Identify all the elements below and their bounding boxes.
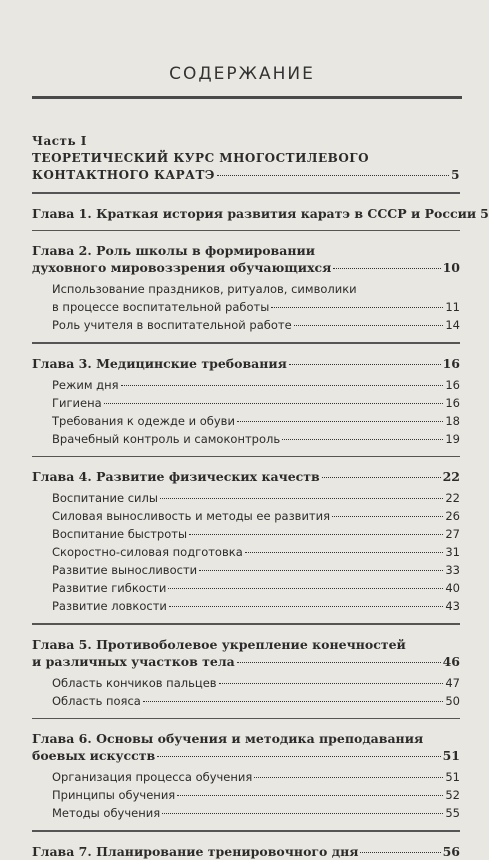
page-number: 11 xyxy=(445,300,460,314)
chapter-entry xyxy=(32,355,460,372)
section-entry-text: Принципы обучения xyxy=(52,788,176,802)
chapter-entry xyxy=(32,843,460,860)
page-number: 10 xyxy=(442,260,460,275)
leader-dots xyxy=(245,552,444,553)
chapter-entry xyxy=(32,468,460,485)
section-entry-text: Врачебный контроль и самоконтроль xyxy=(52,431,281,446)
page-number: 46 xyxy=(442,653,460,669)
section-entry-text: Роль учителя в воспитательной работе xyxy=(52,318,292,332)
leader-dots xyxy=(237,662,441,663)
section-entry-text: в процессе воспитательной работы xyxy=(52,300,270,314)
section-entry-row xyxy=(52,489,460,507)
chapter-entry-line: Глава 6. Основы обучения и методика преподавания xyxy=(32,731,424,746)
chapter-divider xyxy=(32,830,460,832)
page-number: 33 xyxy=(445,563,460,577)
section-entry xyxy=(32,597,460,615)
section-entry xyxy=(32,525,460,543)
page-number: 43 xyxy=(445,599,460,613)
chapter-entry xyxy=(32,730,460,764)
section-entry-row xyxy=(52,543,460,561)
chapter-entry-row xyxy=(32,747,460,764)
page-number: 18 xyxy=(445,413,460,428)
leader-dots xyxy=(169,606,443,607)
section-entry-text: Организация процесса обучения xyxy=(52,770,253,784)
section-entry xyxy=(32,543,460,561)
page-number: 40 xyxy=(445,581,460,595)
section-entry-text: Воспитание быстроты xyxy=(52,527,188,541)
chapter-entry-row xyxy=(32,468,460,485)
page-number: 5 xyxy=(480,205,489,221)
page-number: 19 xyxy=(445,431,460,446)
leader-dots xyxy=(121,385,444,386)
section-entry-row xyxy=(52,579,460,597)
page-number: 26 xyxy=(445,509,460,523)
leader-dots xyxy=(282,439,443,440)
page-number: 47 xyxy=(445,675,460,690)
table-of-contents xyxy=(32,133,489,860)
section-entry-row xyxy=(52,597,460,615)
chapter-entry-text: боевых искусств xyxy=(32,748,156,763)
chapter-entry-row xyxy=(32,653,460,670)
part-title xyxy=(32,150,460,184)
leader-dots xyxy=(237,421,443,422)
chapter-entry-row xyxy=(32,355,460,372)
leader-dots xyxy=(360,852,440,853)
section-entry xyxy=(32,692,460,710)
section-entry-row xyxy=(52,561,460,579)
chapter-entry-text: Глава 7. Планирование тренировочного дня xyxy=(32,843,359,859)
section-entry xyxy=(32,376,460,394)
page-number: 16 xyxy=(445,377,460,392)
section-entry xyxy=(32,316,460,334)
leader-dots xyxy=(177,795,443,796)
section-entry-text: Силовая выносливость и методы ее развития xyxy=(52,509,331,523)
part-title-row xyxy=(32,167,460,184)
chapter-entry xyxy=(32,242,460,276)
leader-dots xyxy=(157,756,440,757)
leader-dots xyxy=(199,570,443,571)
section-entry-text: Воспитание силы xyxy=(52,491,158,505)
section-entry-text: Развитие ловкости xyxy=(52,599,167,613)
part-label xyxy=(32,133,460,150)
section-entry xyxy=(32,430,460,448)
page-number: 22 xyxy=(442,469,460,484)
section-entry xyxy=(32,579,460,597)
heading-rule xyxy=(32,96,462,99)
section-entry-row xyxy=(52,298,460,316)
leader-dots xyxy=(333,268,440,269)
leader-dots xyxy=(271,307,443,308)
section-entry-text: Гигиена xyxy=(52,395,102,410)
leader-dots xyxy=(143,701,444,702)
page-title: СОДЕРЖАНИЕ xyxy=(169,64,315,84)
page-number: 14 xyxy=(445,318,460,332)
leader-dots xyxy=(254,777,443,778)
leader-dots xyxy=(189,534,443,535)
section-entry-row xyxy=(52,412,460,430)
section-entry-row xyxy=(52,525,460,543)
section-entry xyxy=(32,786,460,804)
part-title-line: ТЕОРЕТИЧЕСКИЙ КУРС МНОГОСТИЛЕВОГО xyxy=(32,151,370,165)
page-number: 56 xyxy=(442,843,460,859)
leader-dots xyxy=(294,325,444,326)
page-number: 16 xyxy=(445,395,460,410)
chapter-entry-text: Глава 3. Медицинские требования xyxy=(32,355,287,371)
section-entry xyxy=(32,804,460,822)
leader-dots xyxy=(219,683,444,684)
chapter-entry-text: и различных участков тела xyxy=(32,653,235,669)
chapter-entry xyxy=(32,636,460,670)
section-entry-text: Развитие выносливости xyxy=(52,563,198,577)
section-entry xyxy=(32,412,460,430)
part-title-text: КОНТАКТНОГО КАРАТЭ xyxy=(32,168,215,182)
chapter-divider xyxy=(32,623,460,625)
leader-dots xyxy=(104,403,444,404)
leader-dots xyxy=(160,498,443,499)
page-number: 5 xyxy=(451,168,460,182)
section-entry-row xyxy=(52,768,460,786)
section-entry-text: Область кончиков пальцев xyxy=(52,675,217,690)
section-entry-text: Методы обучения xyxy=(52,806,161,820)
section-entry-row xyxy=(52,674,460,692)
section-entry xyxy=(32,507,460,525)
chapter-divider xyxy=(32,718,460,720)
section-entry xyxy=(32,561,460,579)
part-label-text: Часть I xyxy=(32,134,87,148)
section-entry xyxy=(32,280,460,316)
leader-dots xyxy=(168,588,443,589)
section-entry-text: Развитие гибкости xyxy=(52,581,167,595)
leader-dots xyxy=(162,813,443,814)
chapter-entry-text: Глава 1. Краткая история развития каратэ в СССР и России xyxy=(32,205,477,221)
section-entry-text: Требования к одежде и обуви xyxy=(52,413,235,428)
chapter-divider xyxy=(32,230,460,232)
page-number: 27 xyxy=(445,527,460,541)
chapter-entry-text: Глава 4. Развитие физических качеств xyxy=(32,469,320,484)
chapter-entry-row xyxy=(32,843,460,860)
page-number: 22 xyxy=(445,491,460,505)
chapter-divider xyxy=(32,456,460,458)
page-number: 52 xyxy=(445,788,460,802)
section-entry-text: Область пояса xyxy=(52,693,141,708)
chapter-entry-line: Глава 5. Противоболевое укрепление конечностей xyxy=(32,636,406,652)
page-number: 51 xyxy=(442,748,460,763)
section-entry-text: Режим дня xyxy=(52,377,119,392)
chapter-entry-line: Глава 2. Роль школы в формировании xyxy=(32,243,316,258)
chapter-divider xyxy=(32,192,460,194)
section-entry xyxy=(32,394,460,412)
chapter-entry-text: духовного мировоззрения обучающихся xyxy=(32,260,332,275)
section-entry-row xyxy=(52,692,460,710)
chapter-entry xyxy=(32,205,489,222)
leader-dots xyxy=(322,477,441,478)
section-entry-row xyxy=(52,804,460,822)
section-entry-row xyxy=(52,786,460,804)
section-entry xyxy=(32,489,460,507)
section-entry-row xyxy=(52,394,460,412)
section-entry-text: Скоростно-силовая подготовка xyxy=(52,545,243,559)
leader-dots xyxy=(217,175,449,176)
page-number: 55 xyxy=(445,806,460,820)
chapter-entry-row xyxy=(32,259,460,276)
chapter-entry-row xyxy=(32,205,489,222)
section-entry-row xyxy=(52,316,460,334)
leader-dots xyxy=(332,516,443,517)
page-number: 50 xyxy=(445,693,460,708)
section-entry xyxy=(32,768,460,786)
page-number: 16 xyxy=(442,355,460,371)
section-entry-line: Использование праздников, ритуалов, символики xyxy=(52,282,357,296)
section-entry xyxy=(32,674,460,692)
section-entry-row xyxy=(52,430,460,448)
section-entry-row xyxy=(52,507,460,525)
section-entry-row xyxy=(52,376,460,394)
page-number: 51 xyxy=(445,770,460,784)
chapter-divider xyxy=(32,342,460,344)
page-number: 31 xyxy=(445,545,460,559)
leader-dots xyxy=(289,364,441,365)
